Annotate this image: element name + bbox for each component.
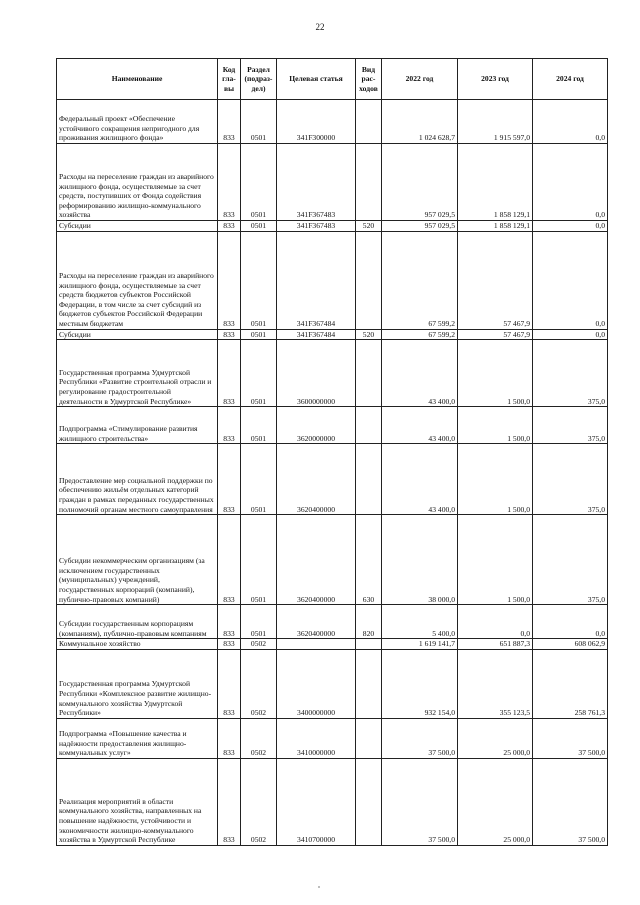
row-ministry-code: 833 <box>218 605 241 639</box>
row-section: 0501 <box>241 407 277 444</box>
row-ministry-code: 833 <box>218 639 241 650</box>
row-expense-type <box>356 649 382 718</box>
table-row <box>57 407 608 444</box>
row-target-article: 341F367484 <box>277 329 356 340</box>
header-year-2023: 2023 год <box>458 59 533 100</box>
row-ministry-code: 833 <box>218 718 241 758</box>
row-amount-2024: 375,0 <box>533 444 608 515</box>
table-header-row <box>57 59 608 100</box>
row-amount-2024: 375,0 <box>533 340 608 407</box>
row-ministry-code: 833 <box>218 100 241 144</box>
row-name: Подпрограмма «Повышение качества и надёжности предоставления жилищно-коммунальных услуг» <box>57 718 218 758</box>
row-amount-2022: 932 154,0 <box>382 649 458 718</box>
row-target-article: 341F367483 <box>277 221 356 232</box>
row-expense-type <box>356 758 382 845</box>
table-row <box>57 649 608 718</box>
row-amount-2022: 43 400,0 <box>382 444 458 515</box>
row-amount-2024: 37 500,0 <box>533 758 608 845</box>
row-expense-type <box>356 407 382 444</box>
table-row <box>57 605 608 639</box>
row-target-article: 3400000000 <box>277 649 356 718</box>
row-expense-type <box>356 340 382 407</box>
row-ministry-code: 833 <box>218 649 241 718</box>
row-amount-2022: 38 000,0 <box>382 515 458 605</box>
row-name: Субсидии <box>57 329 218 340</box>
table-row <box>57 221 608 232</box>
row-amount-2023: 1 500,0 <box>458 340 533 407</box>
row-amount-2022: 37 500,0 <box>382 718 458 758</box>
row-amount-2023: 25 000,0 <box>458 718 533 758</box>
row-amount-2023: 57 467,9 <box>458 329 533 340</box>
row-name: Подпрограмма «Стимулирование развития жилищного строительства» <box>57 407 218 444</box>
row-expense-type <box>356 444 382 515</box>
row-expense-type <box>356 718 382 758</box>
table-row <box>57 639 608 650</box>
row-amount-2023: 1 500,0 <box>458 515 533 605</box>
row-amount-2023: 57 467,9 <box>458 231 533 329</box>
row-amount-2024: 258 761,3 <box>533 649 608 718</box>
row-expense-type <box>356 639 382 650</box>
row-amount-2023: 25 000,0 <box>458 758 533 845</box>
table-row <box>57 444 608 515</box>
row-name: Государственная программа Удмуртской Республики «Развитие строительной отрасли и регулирование градостроительной деятельности в Удмуртской Республике» <box>57 340 218 407</box>
row-amount-2022: 957 029,5 <box>382 221 458 232</box>
row-amount-2023: 1 858 129,1 <box>458 221 533 232</box>
row-expense-type: 520 <box>356 329 382 340</box>
row-expense-type: 820 <box>356 605 382 639</box>
row-amount-2022: 67 599,2 <box>382 329 458 340</box>
row-section: 0502 <box>241 758 277 845</box>
row-amount-2024: 375,0 <box>533 515 608 605</box>
scan-speck <box>318 886 320 888</box>
row-ministry-code: 833 <box>218 515 241 605</box>
header-year-2022: 2022 год <box>382 59 458 100</box>
row-section: 0501 <box>241 144 277 221</box>
row-amount-2022: 1 024 628,7 <box>382 100 458 144</box>
table-row <box>57 340 608 407</box>
row-amount-2022: 1 619 141,7 <box>382 639 458 650</box>
row-name: Расходы на переселение граждан из аварийного жилищного фонда, осуществляемые за счет средств бюджетов субъектов Российской Федерации, в том числе за счет субсидий из бюджетов субъектов Российской Федерации местным бюджетам <box>57 231 218 329</box>
row-target-article: 3620400000 <box>277 515 356 605</box>
header-year-2024: 2024 год <box>533 59 608 100</box>
row-section: 0501 <box>241 340 277 407</box>
row-amount-2023: 1 915 597,0 <box>458 100 533 144</box>
row-amount-2023: 1 500,0 <box>458 407 533 444</box>
row-name: Субсидии государственным корпорациям (компаниям), публично-правовым компаниям <box>57 605 218 639</box>
row-amount-2022: 43 400,0 <box>382 407 458 444</box>
row-name: Субсидии некоммерческим организациям (за исключением государственных (муниципальных) учреждений, государственных корпораций (компаний), публично-правовых компаний) <box>57 515 218 605</box>
table-row <box>57 100 608 144</box>
row-expense-type <box>356 231 382 329</box>
row-name: Государственная программа Удмуртской Республики «Комплексное развитие жилищно-коммунального хозяйства Удмуртской Республики» <box>57 649 218 718</box>
row-amount-2023: 1 500,0 <box>458 444 533 515</box>
row-target-article: 3620000000 <box>277 407 356 444</box>
header-name: Наименование <box>57 59 218 100</box>
row-amount-2022: 43 400,0 <box>382 340 458 407</box>
table-row <box>57 758 608 845</box>
header-target-article: Целевая статья <box>277 59 356 100</box>
row-ministry-code: 833 <box>218 144 241 221</box>
row-ministry-code: 833 <box>218 407 241 444</box>
row-target-article: 341F300000 <box>277 100 356 144</box>
row-target-article: 3620400000 <box>277 444 356 515</box>
table-row <box>57 515 608 605</box>
row-section: 0502 <box>241 718 277 758</box>
row-amount-2024: 0,0 <box>533 144 608 221</box>
row-target-article: 3410000000 <box>277 718 356 758</box>
row-expense-type <box>356 144 382 221</box>
page-number: 22 <box>315 22 325 32</box>
header-ministry-code: Код гла-вы <box>218 59 241 100</box>
row-expense-type: 520 <box>356 221 382 232</box>
row-amount-2024: 608 062,9 <box>533 639 608 650</box>
row-amount-2023: 1 858 129,1 <box>458 144 533 221</box>
row-target-article <box>277 639 356 650</box>
table-row <box>57 144 608 221</box>
header-section: Раздел (подраз-дел) <box>241 59 277 100</box>
row-amount-2023: 355 123,5 <box>458 649 533 718</box>
row-name: Расходы на переселение граждан из аварийного жилищного фонда, осуществляемые за счет средств, поступивших от Фонда содействия реформированию жилищно-коммунального хозяйства <box>57 144 218 221</box>
row-amount-2024: 0,0 <box>533 100 608 144</box>
row-section: 0501 <box>241 329 277 340</box>
row-target-article: 3600000000 <box>277 340 356 407</box>
row-target-article: 3620400000 <box>277 605 356 639</box>
row-amount-2024: 37 500,0 <box>533 718 608 758</box>
row-name: Коммунальное хозяйство <box>57 639 218 650</box>
row-amount-2022: 957 029,5 <box>382 144 458 221</box>
row-amount-2022: 67 599,2 <box>382 231 458 329</box>
row-amount-2022: 37 500,0 <box>382 758 458 845</box>
row-ministry-code: 833 <box>218 329 241 340</box>
row-target-article: 3410700000 <box>277 758 356 845</box>
row-amount-2023: 651 887,3 <box>458 639 533 650</box>
row-name: Реализация мероприятий в области коммунального хозяйства, направленных на повышение надёжности, устойчивости и экономичности жилищно-коммунального хозяйства в Удмуртской Республике <box>57 758 218 845</box>
row-expense-type <box>356 100 382 144</box>
row-name: Субсидии <box>57 221 218 232</box>
row-section: 0502 <box>241 639 277 650</box>
row-ministry-code: 833 <box>218 444 241 515</box>
row-section: 0502 <box>241 649 277 718</box>
table-row <box>57 231 608 329</box>
header-expense-type: Вид рас-ходов <box>356 59 382 100</box>
table-row <box>57 718 608 758</box>
row-section: 0501 <box>241 100 277 144</box>
row-section: 0501 <box>241 444 277 515</box>
row-target-article: 341F367484 <box>277 231 356 329</box>
row-amount-2024: 375,0 <box>533 407 608 444</box>
row-section: 0501 <box>241 605 277 639</box>
row-amount-2023: 0,0 <box>458 605 533 639</box>
row-amount-2024: 0,0 <box>533 605 608 639</box>
budget-table <box>56 58 608 846</box>
row-name: Федеральный проект «Обеспечение устойчивого сокращения непригодного для проживания жилищного фонда» <box>57 100 218 144</box>
row-section: 0501 <box>241 515 277 605</box>
row-section: 0501 <box>241 231 277 329</box>
row-name: Предоставление мер социальной поддержки по обеспечению жильём отдельных категорий граждан в рамках переданных государственных полномочий органам местного самоуправления <box>57 444 218 515</box>
row-target-article: 341F367483 <box>277 144 356 221</box>
row-section: 0501 <box>241 221 277 232</box>
row-amount-2022: 5 400,0 <box>382 605 458 639</box>
row-ministry-code: 833 <box>218 231 241 329</box>
row-amount-2024: 0,0 <box>533 221 608 232</box>
row-amount-2024: 0,0 <box>533 231 608 329</box>
row-ministry-code: 833 <box>218 221 241 232</box>
row-amount-2024: 0,0 <box>533 329 608 340</box>
row-ministry-code: 833 <box>218 340 241 407</box>
row-expense-type: 630 <box>356 515 382 605</box>
row-ministry-code: 833 <box>218 758 241 845</box>
table-row <box>57 329 608 340</box>
